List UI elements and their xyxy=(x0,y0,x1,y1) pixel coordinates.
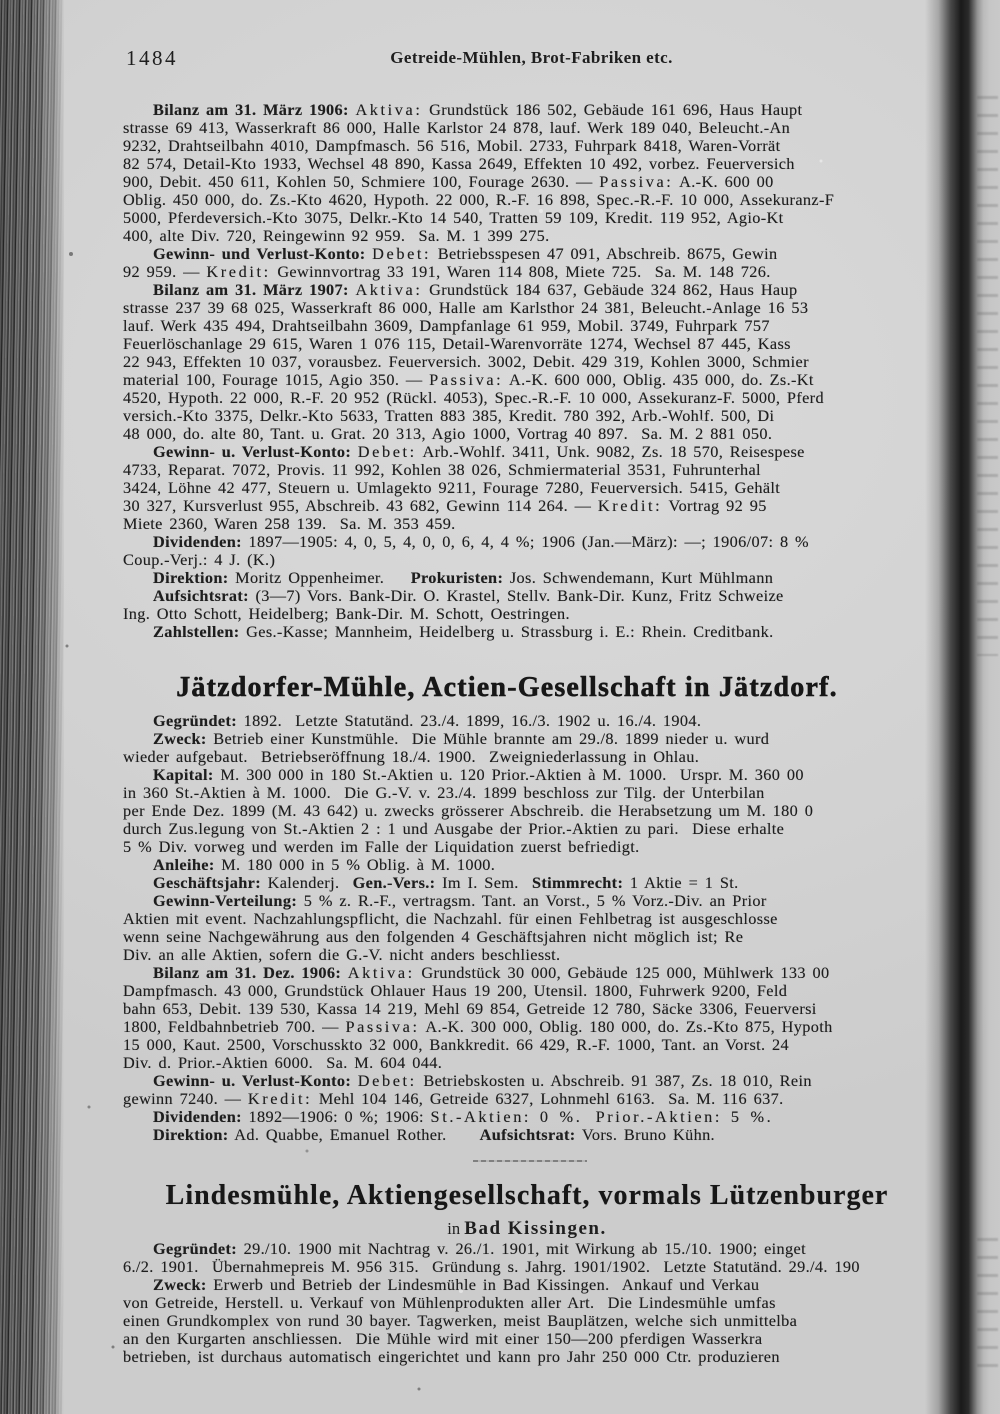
bold-leadin: Gegründet: xyxy=(153,1239,237,1258)
text-run: Vors. Bruno Kühn. xyxy=(575,1125,715,1144)
entry-subtitle-location xyxy=(87,1218,967,1240)
entry-title-lindesmuehle: Lindesmühle, Aktiengesellschaft, vormals Lützenburger xyxy=(165,1180,889,1211)
bold-leadin: Stimmrecht: xyxy=(531,873,624,892)
bold-leadin: Bilanz am 31. März 1907: xyxy=(153,280,349,299)
text-run: 1892—1906: 0 %; 1906: xyxy=(241,1107,431,1126)
text-run: Betrieb einer Kunstmühle. Die Mühle brannte am 29./8. 1899 nieder u. wurd xyxy=(206,729,770,748)
text-run: 4733, Reparat. 7072, Provis. 11 992, Kohlen 38 026, Schmiermaterial 3531, Fuhrunterhal xyxy=(123,460,761,479)
text-run xyxy=(351,442,358,461)
text-run: Grundstück 184 637, Gebäude 324 862, Haus Haup xyxy=(422,280,798,299)
bold-leadin: Gegründet: xyxy=(153,711,237,730)
bold-leadin: Kapital: xyxy=(153,765,214,784)
text-line xyxy=(123,137,943,155)
text-line xyxy=(123,317,943,335)
text-line xyxy=(123,1090,943,1108)
text-run: A.-K. 600 00 xyxy=(673,172,774,191)
spaced-term: Kredit: xyxy=(597,496,663,515)
text-run: 6./2. 1901. Übernahmepreis M. 956 315. Gründung s. Jahrg. 1901/1902. Letzte Statutänd. 29./4. 190 xyxy=(123,1257,860,1276)
text-line xyxy=(123,730,943,748)
facing-page-text-trace xyxy=(977,96,998,656)
spaced-term: St.-Aktien: 0 %. xyxy=(430,1107,583,1126)
text-line xyxy=(123,587,943,605)
text-line xyxy=(123,1036,943,1054)
text-line xyxy=(123,389,943,407)
text-run: Im I. Sem. xyxy=(435,873,532,892)
text-line xyxy=(123,281,943,299)
text-line xyxy=(123,533,943,551)
bold-leadin: Direktion: xyxy=(153,1125,229,1144)
text-line xyxy=(123,964,943,982)
text-run: 82 574, Detail-Kto 1933, Wechsel 48 890, Kassa 2649, Effekten 10 492, vorbez. Feuerversich xyxy=(123,154,795,173)
text-line xyxy=(123,605,943,623)
bold-leadin: Gewinn-Verteilung: xyxy=(153,891,298,910)
text-line xyxy=(123,1240,943,1258)
bold-leadin: Aufsichtsrat: xyxy=(479,1125,576,1144)
text-line xyxy=(123,335,943,353)
spaced-term: Passiva: xyxy=(429,370,504,389)
text-run: 400, alte Div. 720, Reingewinn 92 959. Sa. M. 1 399 275. xyxy=(123,226,550,245)
bold-leadin: Direktion: xyxy=(153,568,229,587)
text-line xyxy=(123,838,943,856)
text-line xyxy=(123,784,943,802)
text-line xyxy=(123,353,943,371)
spaced-term: Debet: xyxy=(372,244,432,263)
text-line xyxy=(123,101,943,119)
bold-leadin: Zweck: xyxy=(153,1275,207,1294)
text-line xyxy=(123,712,943,730)
text-run: Oblig. 450 000, do. Zs.-Kto 4620, Hypoth. 22 000, R.-F. 16 898, Spec.-R.-F. 10 000, Assekuranz-F xyxy=(123,190,835,209)
text-run: 1892. Letzte Statutänd. 23./4. 1899, 16./3. 1902 u. 16./4. 1904. xyxy=(237,711,702,730)
text-line xyxy=(123,299,943,317)
text-line xyxy=(123,1258,943,1276)
text-line xyxy=(123,443,943,461)
bold-leadin: Anleihe: xyxy=(153,855,215,874)
bold-leadin: Bilanz am 31. Dez. 1906: xyxy=(153,963,342,982)
text-run: Div. d. Prior.-Aktien 6000. Sa. M. 604 044. xyxy=(123,1053,443,1072)
text-run: A.-K. 600 000, Oblig. 435 000, do. Zs.-Kt xyxy=(503,370,814,389)
text-run: Dampfmasch. 43 000, Grundstück Ohlauer Haus 19 200, Utensil. 1800, Fuhrwerk 9200, Feld xyxy=(123,981,788,1000)
text-line xyxy=(123,928,943,946)
text-run: wenn seine Nachgewährung aus den folgenden 4 Geschäftsjahren nicht möglich ist; Re xyxy=(123,927,744,946)
text-run: 92 959. — xyxy=(123,262,207,281)
text-line xyxy=(123,1276,943,1294)
text-line xyxy=(123,748,943,766)
text-line xyxy=(123,569,943,587)
spaced-term: Debet: xyxy=(357,442,417,461)
text-run: Mehl 104 146, Getreide 6327, Lohnmehl 6163. Sa. M. 116 637. xyxy=(312,1089,784,1108)
text-run: Grundstück 186 502, Gebäude 161 696, Haus Haupt xyxy=(422,100,803,119)
text-run: Arb.-Wohlf. 3411, Unk. 9082, Zs. 18 570, Reisespese xyxy=(416,442,805,461)
bold-leadin: Dividenden: xyxy=(153,532,242,551)
text-run: einen Grundkomplex von rund 30 bayer. Tagwerken, meist Bauplätzen, welche sich unmittelba xyxy=(123,1311,798,1330)
subtitle-prefix: in xyxy=(447,1219,465,1238)
text-run: wieder aufgebaut. Betriebseröffnung 18./4. 1900. Zweigniederlassung in Ohlau. xyxy=(123,747,700,766)
bold-leadin: Zweck: xyxy=(153,729,207,748)
section-divider-rule xyxy=(473,1160,587,1162)
text-run: 29./10. 1900 mit Nachtrag v. 26./1. 1901, mit Wirkung ab 15./10. 1900; einget xyxy=(237,1239,806,1258)
spaced-term: Debet: xyxy=(357,1071,417,1090)
text-run: Feuerlöschanlage 29 615, Waren 1 076 115, Detail-Warenvorräte 1274, Wechsel 87 445, Kass xyxy=(123,334,791,353)
text-run: strasse 69 413, Wasserkraft 86 000, Halle Karlstor 24 878, lauf. Werk 189 040, Beleucht.-An xyxy=(123,118,791,137)
spaced-term: Aktiva: xyxy=(355,100,423,119)
spaced-term: Prior.-Aktien: 5 %. xyxy=(595,1107,774,1126)
text-run: in 360 St.-Aktien à M. 1000. Die G.-V. v. 23./4. 1899 beschloss zur Tilg. der Unterbilan xyxy=(123,783,765,802)
bold-leadin: Gewinn- u. Verlust-Konto: xyxy=(153,1071,352,1090)
facing-page-text-trace xyxy=(977,1238,998,1378)
text-line xyxy=(123,1018,943,1036)
text-run: Gewinnvortrag 33 191, Waren 114 808, Miete 725. Sa. M. 148 726. xyxy=(270,262,771,281)
text-line xyxy=(123,245,943,263)
text-run: strasse 237 39 68 025, Wasserkraft 86 000, Halle am Karlsthor 24 381, Beleucht.-Anlage 16 53 xyxy=(123,298,809,317)
text-run: 3424, Löhne 42 477, Steuern u. Umlagekto 9211, Fourage 7280, Feuerversich. 5415, Gehält xyxy=(123,478,781,497)
text-run: Jos. Schwendemann, Kurt Mühlmann xyxy=(503,568,774,587)
text-run: 900, Debit. 450 611, Kohlen 50, Schmiere 100, Fourage 2630. — xyxy=(123,172,600,191)
text-run: M. 300 000 in 180 St.-Aktien u. 120 Prior.-Aktien à M. 1000. Urspr. M. 360 00 xyxy=(213,765,804,784)
bold-leadin: Geschäftsjahr: xyxy=(153,873,261,892)
spaced-term: Kredit: xyxy=(206,262,271,281)
text-run xyxy=(582,1107,595,1126)
text-line xyxy=(123,119,943,137)
text-run: Miete 2360, Waren 258 139. Sa. M. 353 459. xyxy=(123,514,456,533)
text-run: lauf. Werk 435 494, Drahtseilbahn 3609, Dampfanlage 61 959, Mobil. 3749, Fuhrpark 757 xyxy=(123,316,770,335)
bold-leadin: Prokuristen: xyxy=(410,568,504,587)
text-run: material 100, Fourage 1015, Agio 350. — xyxy=(123,370,430,389)
text-run: 9232, Drahtseilbahn 4010, Dampfmasch. 56 516, Mobil. 2733, Fuhrpark 8418, Waren-Vorrät xyxy=(123,136,781,155)
text-run: per Ende Dez. 1899 (M. 43 642) u. zwecks grösserer Abschreib. die Herabsetzung um M. 180 0 xyxy=(123,801,814,820)
text-run: 5000, Pferdeversich.-Kto 3075, Delkr.-Kto 14 540, Tratten 59 109, Kredit. 119 952, Agio-Kt xyxy=(123,208,784,227)
subtitle-place: Bad Kissingen. xyxy=(464,1218,607,1239)
text-line xyxy=(123,155,943,173)
entry-lindesmuehle-text xyxy=(123,1240,943,1366)
text-line xyxy=(123,425,943,443)
text-run: 5 % z. R.-F., vertragsm. Tant. an Vorst., 5 % Vorz.-Div. an Prior xyxy=(297,891,767,910)
text-run: von Getreide, Herstell. u. Verkauf von Mühlenprodukten aller Art. Die Lindesmühle umfas xyxy=(123,1293,776,1312)
text-line xyxy=(123,1348,943,1366)
bold-leadin: Zahlstellen: xyxy=(153,622,240,641)
text-line xyxy=(123,946,943,964)
text-run: Moritz Oppenheimer. xyxy=(228,568,411,587)
text-run: Ing. Otto Schott, Heidelberg; Bank-Dir. M. Schott, Oestringen. xyxy=(123,604,570,623)
text-run: (3—7) Vors. Bank-Dir. O. Krastel, Stellv. Bank-Dir. Kunz, Fritz Schweize xyxy=(248,586,784,605)
text-run: 1897—1905: 4, 0, 5, 4, 0, 0, 6, 4, 4 %; 1906 (Jan.—März): —; 1906/07: 8 % xyxy=(241,532,809,551)
text-line xyxy=(123,1108,943,1126)
text-run: Grundstück 30 000, Gebäude 125 000, Mühlwerk 133 00 xyxy=(414,963,830,982)
text-line xyxy=(123,263,943,281)
spaced-term: Aktiva: xyxy=(347,963,415,982)
running-title: Getreide-Mühlen, Brot-Fabriken etc. xyxy=(390,48,673,67)
book-page-edges xyxy=(0,0,64,1414)
text-line xyxy=(123,1294,943,1312)
text-run: Erwerb und Betrieb der Lindesmühle in Bad Kissingen. Ankauf und Verkau xyxy=(206,1275,760,1294)
entry-continued-text xyxy=(123,101,943,641)
text-run: betrieben, ist durchaus automatisch eingerichtet und kann pro Jahr 250 000 Ctr. produzieren xyxy=(123,1347,780,1366)
text-run: versich.-Kto 3375, Delkr.-Kto 5633, Tratten 883 385, Kredit. 780 392, Arb.-Wohlf. 500, Di xyxy=(123,406,775,425)
bold-leadin: Aufsichtsrat: xyxy=(153,586,249,605)
spaced-term: Aktiva: xyxy=(355,280,423,299)
bold-leadin: Dividenden: xyxy=(153,1107,242,1126)
text-run: gewinn 7240. — xyxy=(123,1089,248,1108)
text-line xyxy=(123,910,943,928)
text-line xyxy=(123,173,943,191)
text-line xyxy=(123,1072,943,1090)
text-line xyxy=(123,209,943,227)
text-run: Aktien mit event. Nachzahlungspflicht, die Nachzahl. für einen Fehlbetrag ist ausgeschlosse xyxy=(123,909,778,928)
text-run: an den Kurgarten anschliessen. Die Mühle wird mit einer 150—200 pferdigen Wasserkra xyxy=(123,1329,763,1348)
text-run: M. 180 000 in 5 % Oblig. à M. 1000. xyxy=(214,855,496,874)
text-run: 1 Aktie = 1 St. xyxy=(623,873,739,892)
text-line xyxy=(123,371,943,389)
bold-leadin: Gen.-Vers.: xyxy=(352,873,436,892)
text-run xyxy=(351,1071,358,1090)
text-line xyxy=(123,1330,943,1348)
text-line xyxy=(123,982,943,1000)
text-run: Div. an alle Aktien, sofern die G.-V. nicht anders beschliesst. xyxy=(123,945,561,964)
text-run: Betriebskosten u. Abschreib. 91 387, Zs. 18 010, Rein xyxy=(416,1071,812,1090)
page-number: 1484 xyxy=(126,46,178,70)
text-run: durch Zus.legung von St.-Aktien 2 : 1 und Ausgabe der Prior.-Aktien zu pari. Diese erhalte xyxy=(123,819,785,838)
spaced-term: Passiva: xyxy=(599,172,674,191)
text-line xyxy=(123,856,943,874)
text-line xyxy=(123,479,943,497)
text-line xyxy=(123,820,943,838)
bold-leadin: Gewinn- und Verlust-Konto: xyxy=(153,244,366,263)
text-run: Kalenderj. xyxy=(261,873,353,892)
text-run: bahn 653, Debit. 139 530, Kassa 14 219, Mehl 69 854, Getreide 12 780, Säcke 3306, Feuerversi xyxy=(123,999,817,1018)
text-run: Coup.-Verj.: 4 J. (K.) xyxy=(123,550,276,569)
bold-leadin: Gewinn- u. Verlust-Konto: xyxy=(153,442,352,461)
bold-leadin: Bilanz am 31. März 1906: xyxy=(153,100,349,119)
text-run: 22 943, Effekten 10 037, vorausbez. Feuerversich. 3002, Debit. 429 319, Kohlen 3000, Schmier xyxy=(123,352,809,371)
text-line xyxy=(123,892,943,910)
running-head xyxy=(123,46,940,72)
text-run: Vortrag 92 95 xyxy=(662,496,767,515)
text-run: Ges.-Kasse; Mannheim, Heidelberg u. Strassburg i. E.: Rhein. Creditbank. xyxy=(239,622,774,641)
text-line xyxy=(123,407,943,425)
text-run: 15 000, Kaut. 2500, Vorschusskto 32 000, Bankkredit. 66 429, R.-F. 1000, Tant. an Vorst. 24 xyxy=(123,1035,790,1054)
spaced-term: Kredit: xyxy=(247,1089,313,1108)
text-line xyxy=(123,1000,943,1018)
text-line xyxy=(123,802,943,820)
text-line xyxy=(123,623,943,641)
entry-title-jaetzdorf: Jätzdorfer-Mühle, Actien-Gesellschaft in Jätzdorf. xyxy=(176,672,838,703)
text-line xyxy=(123,191,943,209)
text-run: 4520, Hypoth. 22 000, R.-F. 20 952 (Rückl. 4053), Spec.-R.-F. 10 000, Assekuranz-F. 5000, Pferd xyxy=(123,388,824,407)
text-line xyxy=(123,874,943,892)
text-run: A.-K. 300 000, Oblig. 180 000, do. Zs.-Kto 875, Hypoth xyxy=(419,1017,833,1036)
text-line xyxy=(123,1312,943,1330)
text-line xyxy=(123,1126,943,1144)
spaced-term: Passiva: xyxy=(345,1017,420,1036)
text-run: Betriebsspesen 47 091, Abschreib. 8675, Gewin xyxy=(431,244,778,263)
text-run: 30 327, Kursverlust 955, Abschreib. 43 682, Gewinn 114 264. — xyxy=(123,496,598,515)
text-run: Ad. Quabbe, Emanuel Rother. xyxy=(228,1125,480,1144)
text-run: 5 % Div. vorweg und werden im Falle der Liquidation zuerst befriedigt. xyxy=(123,837,640,856)
text-line xyxy=(123,515,943,533)
text-run: 48 000, do. alte 80, Tant. u. Grat. 20 313, Agio 1000, Vortrag 40 897. Sa. M. 2 881 050. xyxy=(123,424,773,443)
text-run xyxy=(341,963,348,982)
text-line xyxy=(123,766,943,784)
text-line xyxy=(123,551,943,569)
entry-jaetzdorf-text xyxy=(123,712,943,1144)
text-line xyxy=(123,497,943,515)
text-line xyxy=(123,227,943,245)
text-run: 1800, Feldbahnbetrieb 700. — xyxy=(123,1017,346,1036)
text-line xyxy=(123,461,943,479)
text-line xyxy=(123,1054,943,1072)
